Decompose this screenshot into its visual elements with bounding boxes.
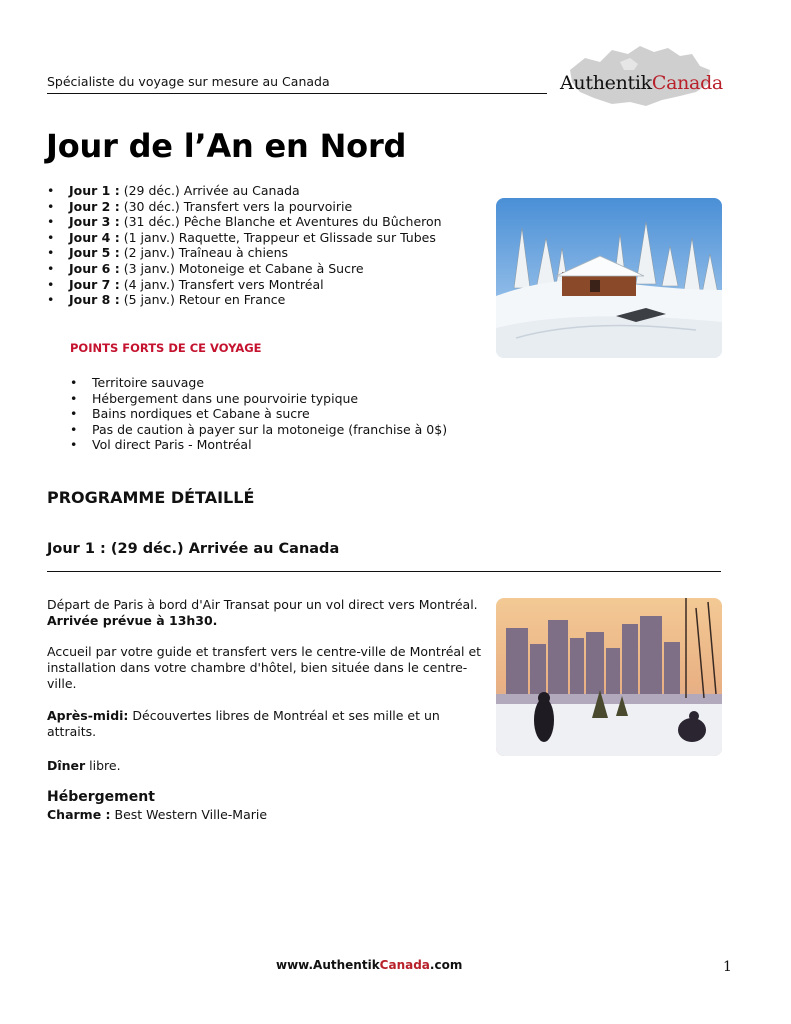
day-label: Jour 2 : [69,198,120,214]
day-text: (4 janv.) Transfert vers Montréal [123,276,324,292]
day-label: Jour 8 : [69,292,120,308]
list-item: • Bains nordiques et Cabane à sucre [70,406,310,422]
departure-text: Départ de Paris à bord d'Air Transat pour un vol direct vers Montréal. [47,597,478,612]
list-item: • Pas de caution à payer sur la motoneige (franchise à 0$) [70,421,448,437]
day-label: Jour 4 : [69,229,120,245]
footer-website-link[interactable] [276,958,462,972]
day-text: (5 janv.) Retour en France [123,292,286,308]
accommodation-value: Best Western Ville-Marie [110,807,268,822]
highlight-text: Vol direct Paris - Montréal [92,437,252,453]
montreal-skyline-photo [496,598,722,756]
afternoon-label: Après-midi: [47,708,129,723]
list-item: • Jour 1 : (29 déc.) Arrivée au Canada [47,183,300,198]
logo-part2: Canada [651,72,723,94]
winter-cabin-photo [496,198,722,358]
highlights-heading: POINTS FORTS DE CE VOYAGE [70,341,262,355]
list-item: • Jour 5 : (2 janv.) Traîneau à chiens [47,245,289,261]
accommodation-line [47,807,267,822]
itinerary-list [47,183,442,308]
list-item: • Jour 4 : (1 janv.) Raquette, Trappeur et Glissade sur Tubes [47,229,436,245]
highlight-text: Pas de caution à payer sur la motoneige (franchise à 0$) [92,421,448,437]
highlight-text: Territoire sauvage [92,375,205,390]
list-item: • Vol direct Paris - Montréal [70,437,252,453]
logo-part1: Authentik [560,72,652,94]
program-heading: PROGRAMME DÉTAILLÉ [47,488,255,507]
list-item: • Jour 2 : (30 déc.) Transfert vers la pourvoirie [47,198,353,214]
list-item: • Hébergement dans une pourvoirie typique [70,390,359,406]
day-text: (30 déc.) Transfert vers la pourvoirie [123,198,353,214]
site-part1: www.Authentik [276,958,380,972]
day1-heading: Jour 1 : (29 déc.) Arrivée au Canada [47,541,340,557]
site-part2: Canada [379,958,430,972]
day-text: (29 déc.) Arrivée au Canada [123,183,300,198]
arrival-time: Arrivée prévue à 13h30. [47,612,218,628]
list-item: • Jour 7 : (4 janv.) Transfert vers Montréal [47,276,324,292]
header-divider [47,93,547,94]
dinner-text: libre. [85,758,121,773]
paragraph-departure [47,597,483,629]
day-text: (31 déc.) Pêche Blanche et Aventures du Bûcheron [123,214,442,230]
section-divider [47,571,721,572]
paragraph-afternoon [47,708,483,740]
list-item: • Jour 8 : (5 janv.) Retour en France [47,292,286,308]
highlight-text: Hébergement dans une pourvoirie typique [92,390,359,406]
day-label: Jour 1 : [69,183,120,198]
paragraph-welcome: Accueil par votre guide et transfert vers le centre-ville de Montréal et installation dans votre chambre d'hôtel, bien située dans le centre-ville. [47,644,482,691]
day-text: (2 janv.) Traîneau à chiens [123,245,289,261]
afternoon-text: Découvertes libres de Montréal et ses mille et un attraits. [47,708,440,739]
day-label: Jour 7 : [69,276,120,292]
highlight-text: Bains nordiques et Cabane à sucre [92,406,310,422]
list-item: • Territoire sauvage [70,375,205,390]
paragraph-dinner [47,758,483,774]
page-title: Jour de l’An en Nord [46,127,407,165]
day-label: Jour 5 : [69,245,120,261]
brand-logo [560,72,723,94]
day-text: (1 janv.) Raquette, Trappeur et Glissade sur Tubes [123,229,436,245]
day-text: (3 janv.) Motoneige et Cabane à Sucre [123,260,364,276]
dinner-label: Dîner [47,758,86,773]
day-label: Jour 6 : [69,260,120,276]
accommodation-label: Charme : [47,807,111,822]
list-item: • Jour 6 : (3 janv.) Motoneige et Cabane à Sucre [47,260,364,276]
list-item: • Jour 3 : (31 déc.) Pêche Blanche et Aventures du Bûcheron [47,214,442,230]
page-number: 1 [723,959,732,975]
header-tagline: Spécialiste du voyage sur mesure au Canada [47,74,330,89]
accommodation-heading: Hébergement [47,789,155,805]
site-part3: .com [429,958,463,972]
highlights-list [70,375,447,453]
day-label: Jour 3 : [69,214,120,230]
